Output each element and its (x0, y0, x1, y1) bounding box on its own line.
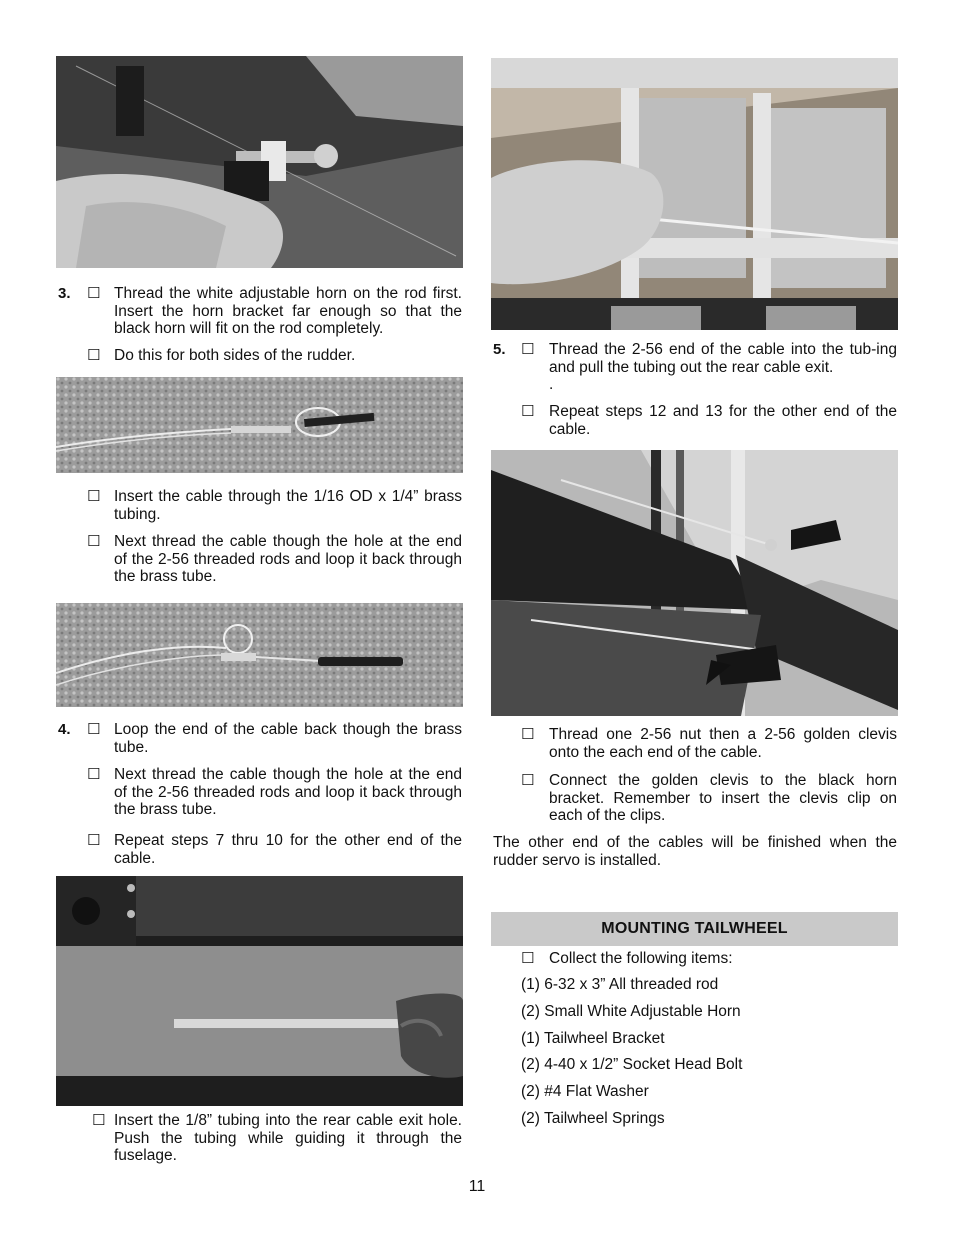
clevis-step-2-checkbox[interactable]: ☐ (521, 772, 535, 789)
photo-horn-install (56, 56, 463, 268)
section-title-mounting-tailwheel: MOUNTING TAILWHEEL (491, 912, 898, 946)
clevis-step-1-text: Thread one 2-56 nut then a 2-56 golden clevis onto the each end of the cable. (549, 726, 897, 761)
step-3-checkbox[interactable]: ☐ (87, 285, 101, 302)
item-threaded-rod: (1) 6-32 x 3” All threaded rod (521, 976, 719, 993)
item-tailwheel-bracket: (1) Tailwheel Bracket (521, 1030, 665, 1047)
cable-step-1-checkbox[interactable]: ☐ (87, 488, 101, 505)
cable-step-1-text: Insert the cable through the 1/16 OD x 1/4” brass tubing. (114, 488, 462, 523)
step-3-sub-checkbox[interactable]: ☐ (87, 347, 101, 364)
step-5-text: Thread the 2-56 end of the cable into the tub-ing and pull the tubing out the rear cable exit. (549, 341, 897, 376)
collect-text: Collect the following items: (549, 950, 733, 967)
step-3-sub-text: Do this for both sides of the rudder. (114, 347, 356, 364)
item-tailwheel-springs: (2) Tailwheel Springs (521, 1110, 665, 1127)
step-4-sub1-checkbox[interactable]: ☐ (87, 766, 101, 783)
tubing-step-checkbox[interactable]: ☐ (92, 1112, 106, 1129)
step-4-sub2-checkbox[interactable]: ☐ (87, 832, 101, 849)
finish-note: The other end of the cables will be finished when the rudder servo is installed. (493, 834, 897, 869)
collect-checkbox[interactable]: ☐ (521, 950, 535, 967)
page-number: 11 (468, 1178, 486, 1195)
step-5-sub-checkbox[interactable]: ☐ (521, 403, 535, 420)
step-4-checkbox[interactable]: ☐ (87, 721, 101, 738)
photo-clevis-horn (491, 450, 898, 716)
item-adjustable-horn: (2) Small White Adjustable Horn (521, 1003, 741, 1020)
step-3-number: 3. (58, 285, 71, 302)
step-4-sub2-text: Repeat steps 7 thru 10 for the other end of the cable. (114, 832, 462, 867)
photo-cable-loop (56, 377, 463, 473)
photo-cable-threaded-rod (56, 603, 463, 707)
item-socket-head-bolt: (2) 4-40 x 1/2” Socket Head Bolt (521, 1056, 743, 1073)
step-4-sub1-text: Next thread the cable though the hole at the end of the 2-56 threaded rods and loop it back through the brass tube. (114, 766, 462, 818)
item-flat-washer: (2) #4 Flat Washer (521, 1083, 649, 1100)
step-3-text: Thread the white adjustable horn on the rod first. Insert the horn bracket far enough so that the black horn will fit on the rod completely. (114, 285, 462, 337)
step-5-sub-text: Repeat steps 12 and 13 for the other end of the cable. (549, 403, 897, 438)
photo-fuselage-cable (491, 58, 898, 330)
step-5-checkbox[interactable]: ☐ (521, 341, 535, 358)
step-4-number: 4. (58, 721, 71, 738)
step-5-number: 5. (493, 341, 506, 358)
cable-step-2-checkbox[interactable]: ☐ (87, 533, 101, 550)
clevis-step-2-text: Connect the golden clevis to the black horn bracket. Remember to insert the clevis clip on each of the clips. (549, 772, 897, 824)
clevis-step-1-checkbox[interactable]: ☐ (521, 726, 535, 743)
step-5-trailing: . (549, 376, 554, 393)
cable-step-2-text: Next thread the cable though the hole at the end of the 2-56 threaded rods and loop it back through the brass tube. (114, 533, 462, 585)
tubing-step-text: Insert the 1/8” tubing into the rear cable exit hole. Push the tubing while guiding it through the fuselage. (114, 1112, 462, 1164)
photo-tubing-exit (56, 876, 463, 1106)
step-4-text: Loop the end of the cable back though the brass tube. (114, 721, 462, 756)
